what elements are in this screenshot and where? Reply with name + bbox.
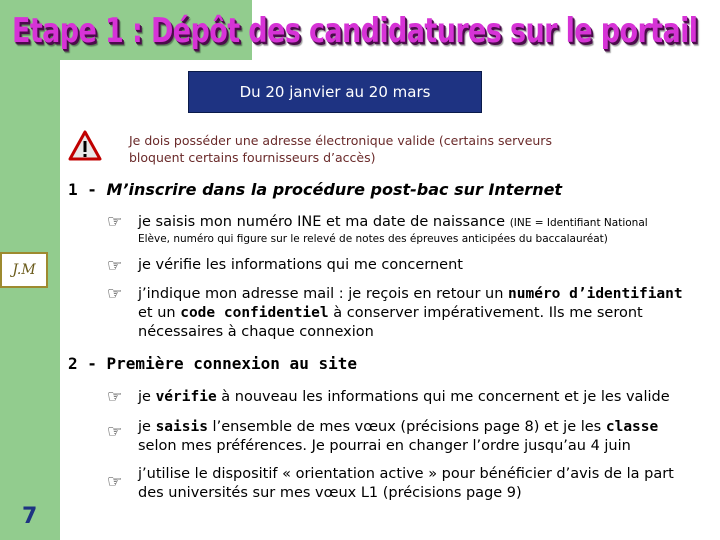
item-text: je saisis mon numéro INE et ma date de naissance [138,214,506,230]
rank-emphasis: classe [605,419,659,435]
page-title: Etape 1 : Dépôt des candidatures sur le portail [12,12,698,51]
page-number: 7 [22,504,38,529]
list-item: je vérifie les informations qui me concernent [138,257,463,273]
item-text: à conserver impérativement. Ils me seront nécessaires à chaque connexion [138,305,643,340]
item-text: je [138,419,156,435]
hand-pointing-icon: ☞ [107,212,123,232]
code-emphasis: code confidentiel [180,305,329,321]
logo [0,252,48,288]
section-1-number: 1 - [68,180,107,199]
warning-triangle-icon [68,130,102,162]
identifier-emphasis: numéro d’identifiant [508,286,683,302]
item-text: à nouveau les informations qui me concernent et je les valide [216,389,670,405]
section-1-title: M’inscrire dans la procédure post-bac sur Internet [106,180,563,199]
verify-emphasis: vérifie [155,389,217,405]
logo-text: J.M [12,262,36,278]
section-2-heading: 2 - Première connexion au site [68,354,357,373]
enter-emphasis: saisis [155,419,208,435]
warning-text: Je dois posséder une adresse électronique valide (certains serveurs bloquent certains fournisseurs d’accès) [129,133,552,165]
list-item [138,285,698,342]
list-item [138,418,698,456]
item-text: je [138,389,156,405]
hand-pointing-icon: ☞ [107,387,123,407]
list-item: j’utilise le dispositif « orientation active » pour bénéficier d’avis de la part des universités sur mes vœux L1 (précisions page 9) [138,466,674,501]
date-range-box [188,71,482,113]
hand-pointing-icon: ☞ [107,422,123,442]
item-text: et un [138,305,181,321]
list-item [138,213,698,233]
item-text: j’indique mon adresse mail : je reçois en retour un [138,286,509,302]
hand-pointing-icon: ☞ [107,472,123,492]
item-text: selon mes préférences. Je pourrai en changer l’ordre jusqu’au 4 juin [138,438,631,454]
hand-pointing-icon: ☞ [107,256,123,276]
section-1-heading [68,180,562,199]
ine-note: Elève, numéro qui figure sur le relevé de notes des épreuves anticipées du baccalauréat) [138,233,608,245]
item-note-inline: (INE = Identifiant National [509,217,648,229]
date-range-text: Du 20 janvier au 20 mars [239,83,431,101]
hand-pointing-icon: ☞ [107,284,123,304]
item-text: l’ensemble de mes vœux (précisions page 8) et je les [207,419,606,435]
list-item [138,388,698,407]
